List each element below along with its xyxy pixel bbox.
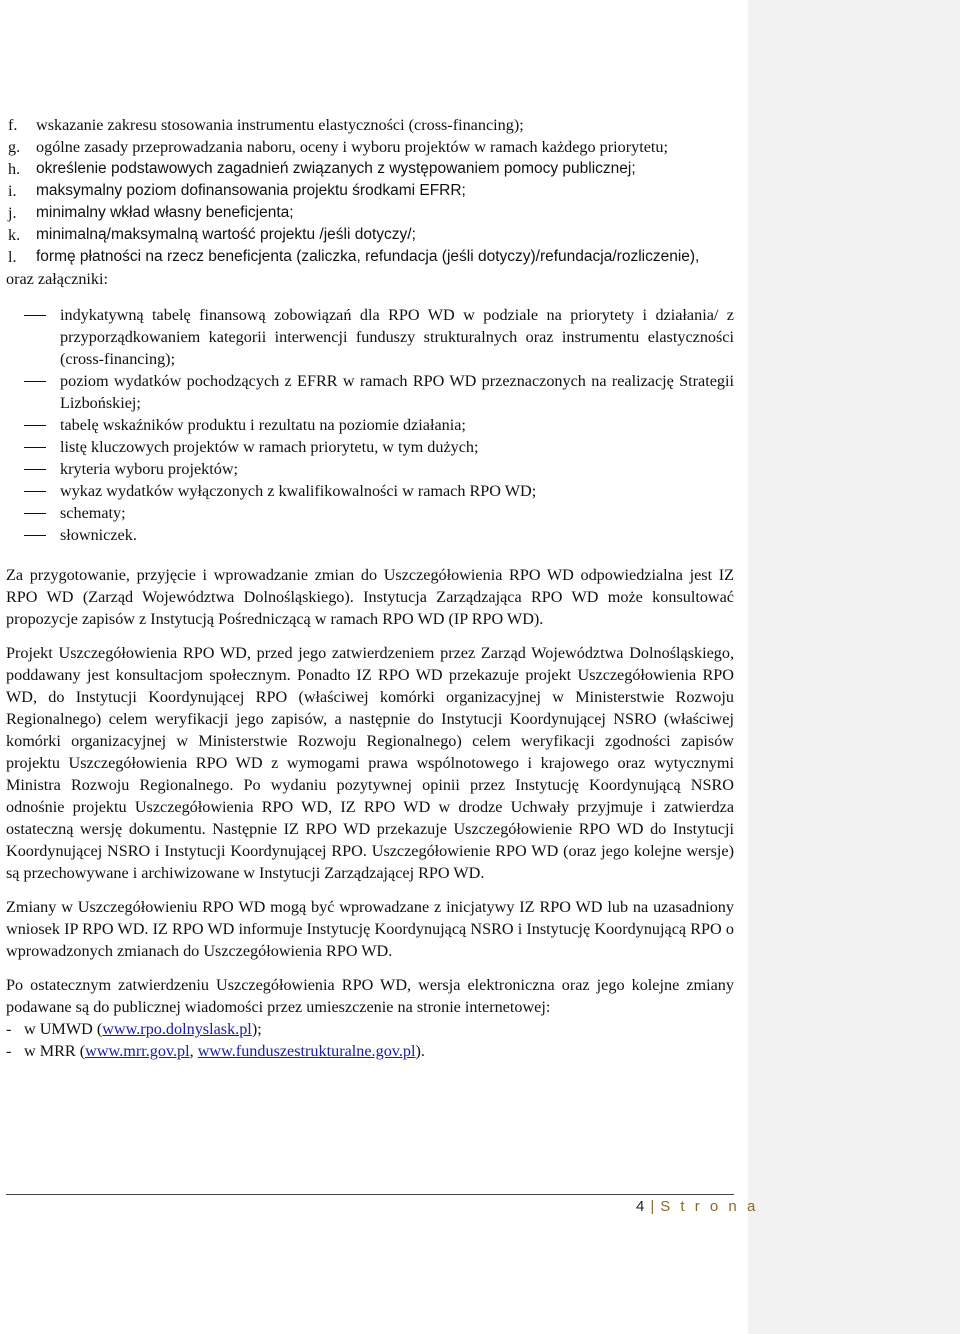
website-suffix: ); xyxy=(251,1020,262,1038)
attachment-text: kryteria wyboru projektów; xyxy=(60,460,239,478)
attachment-item xyxy=(6,414,734,436)
attachment-text: słowniczek. xyxy=(60,526,137,544)
paragraph-changes: Zmiany w Uszczegółowieniu RPO WD mogą być wprowadzane z inicjatywy IZ RPO WD lub na uzasadniony wniosek IP RPO WD. IZ RPO WD informuje Instytucję Koordynującą NSRO i Instytucję Koordynującą RPO o wprowadzonych zmianach do Uszczegółowienia RPO WD. xyxy=(6,898,734,960)
footer-separator: | xyxy=(650,1198,655,1215)
website-prefix: w MRR ( xyxy=(24,1042,86,1060)
dash-bullet xyxy=(6,480,60,502)
attachment-item xyxy=(6,502,734,524)
website-separator: , xyxy=(189,1042,198,1060)
attachments-list xyxy=(6,304,734,546)
dash-bullet xyxy=(6,370,60,414)
footer-label: S t r o n a xyxy=(660,1198,759,1215)
list-item-text: ogólne zasady przeprowadzania naboru, oceny i wyboru projektów w ramach każdego priorytetu; xyxy=(36,138,668,156)
dash-marker: - xyxy=(6,1042,12,1060)
page-footer xyxy=(636,1198,759,1215)
dash-bullet xyxy=(6,436,60,458)
attachment-item xyxy=(6,370,734,414)
list-marker: f. xyxy=(8,116,18,134)
website-line-umwd xyxy=(6,1018,734,1040)
list-item-text: minimalny wkład własny beneficjenta; xyxy=(36,204,294,221)
list-marker: k. xyxy=(8,226,21,244)
attachment-text: schematy; xyxy=(60,504,126,522)
list-marker: i. xyxy=(8,182,17,200)
dash-bullet xyxy=(6,524,60,546)
paragraph-responsibility: Za przygotowanie, przyjęcie i wprowadzanie zmian do Uszczegółowienia RPO WD odpowiedzialna jest IZ RPO WD (Zarząd Województwa Dolnośląskiego). Instytucja Zarządzająca RPO WD może konsultować propozycje zapisów z Instytucją Pośredniczącą w ramach RPO WD (IP RPO WD). xyxy=(6,566,734,628)
list-item xyxy=(6,224,734,246)
list-item-text: określenie podstawowych zagadnień związanych z występowaniem pomocy publicznej; xyxy=(36,160,636,177)
website-suffix: ). xyxy=(415,1042,425,1060)
list-item-text: formę płatności na rzecz beneficjenta (zaliczka, refundacja (jeśli dotyczy)/refundacja/rozliczenie), xyxy=(36,248,700,265)
list-item xyxy=(6,180,734,202)
list-item xyxy=(6,202,734,224)
attachment-text: wykaz wydatków wyłączonych z kwalifikowalności w ramach RPO WD; xyxy=(60,482,537,500)
list-marker: h. xyxy=(8,160,21,178)
list-item-text: wskazanie zakresu stosowania instrumentu elastyczności (cross-financing); xyxy=(36,116,524,134)
list-marker: g. xyxy=(8,138,21,156)
dash-marker: - xyxy=(6,1020,12,1038)
attachment-text: listę kluczowych projektów w ramach priorytetu, w tym dużych; xyxy=(60,438,479,456)
website-line-text xyxy=(24,1040,425,1062)
attachment-text: indykatywną tabelę finansową zobowiązań dla RPO WD w podziale na priorytety i działania/ z przyporządkowaniem kategorii interwencji funduszy strukturalnych oraz instrumentu elastyczności (cross-financing); xyxy=(60,306,734,368)
attachment-item xyxy=(6,436,734,458)
attachment-text: tabelę wskaźników produktu i rezultatu na poziomie działania; xyxy=(60,416,466,434)
dash-bullet xyxy=(6,304,60,370)
list-item xyxy=(6,246,734,268)
list-item xyxy=(6,158,734,180)
website-prefix: w UMWD ( xyxy=(24,1020,103,1038)
attachment-item xyxy=(6,304,734,370)
website-line-text xyxy=(24,1018,262,1040)
list-item-text: maksymalny poziom dofinansowania projektu środkami EFRR; xyxy=(36,182,466,199)
dash-bullet xyxy=(6,414,60,436)
website-line-mrr xyxy=(6,1040,734,1062)
link-rpo-dolnyslask[interactable]: www.rpo.dolnyslask.pl xyxy=(102,1020,252,1038)
footer-divider xyxy=(6,1194,734,1195)
attachment-item xyxy=(6,480,734,502)
paragraph-consultation: Projekt Uszczegółowienia RPO WD, przed jego zatwierdzeniem przez Zarząd Województwa Dolnośląskiego, poddawany jest konsultacjom społecznym. Ponadto IZ RPO WD przekazuje projekt Uszczegółowienia RPO WD, do Instytucji Koordynującej RPO (właściwej komórki organizacyjnej w Ministerstwie Rozwoju Regionalnego) celem weryfikacji jego zapisów, a następnie do Instytucji Koordynującej NSRO (właściwej komórki organizacyjnej w Ministerstwie Rozwoju Regionalnego) celem weryfikacji zgodności zapisów projektu Uszczegółowienia RPO WD z wymogami prawa wspólnotowego i krajowego oraz wytycznymi Ministra Rozwoju Regionalnego. Po wydaniu pozytywnej opinii przez Instytucję Koordynującą NSRO odnośnie projektu Uszczegółowienia RPO WD, IZ RPO WD w drodze Uchwały przyjmuje i zatwierdza ostateczną wersję dokumentu. Następnie IZ RPO WD przekazuje Uszczegółowienie RPO WD do Instytucji Koordynującej NSRO i Instytucji Koordynującej RPO. Uszczegółowienie RPO WD (oraz jego kolejne wersje) są przechowywane i archiwizowane w Instytucji Zarządzającej RPO WD. xyxy=(6,644,734,882)
link-fundusze-strukturalne[interactable]: www.funduszestrukturalne.gov.pl xyxy=(197,1042,416,1060)
dash-bullet xyxy=(6,502,60,524)
document-body xyxy=(6,114,734,1062)
comment-margin-pane xyxy=(748,0,960,1334)
attachment-text: poziom wydatków pochodzących z EFRR w ramach RPO WD przeznaczonych na realizację Strategii Lizbońskiej; xyxy=(60,372,734,412)
attachment-item xyxy=(6,524,734,546)
attachment-item xyxy=(6,458,734,480)
list-marker: j. xyxy=(8,204,17,222)
link-mrr[interactable]: www.mrr.gov.pl xyxy=(85,1042,190,1060)
list-item xyxy=(6,136,734,158)
dash-bullet xyxy=(6,458,60,480)
lettered-list xyxy=(6,114,734,268)
list-item-text: minimalną/maksymalną wartość projektu /jeśli dotyczy/; xyxy=(36,226,416,243)
paragraph-publication: Po ostatecznym zatwierdzeniu Uszczegółowienia RPO WD, wersja elektroniczna oraz jego kolejne zmiany podawane są do publicznej wiadomości przez umieszczenie na stronie internetowej: xyxy=(6,976,734,1016)
list-marker: l. xyxy=(8,248,17,266)
page-number: 4 xyxy=(636,1198,645,1215)
list-item xyxy=(6,114,734,136)
attachments-heading: oraz załączniki: xyxy=(6,270,109,288)
